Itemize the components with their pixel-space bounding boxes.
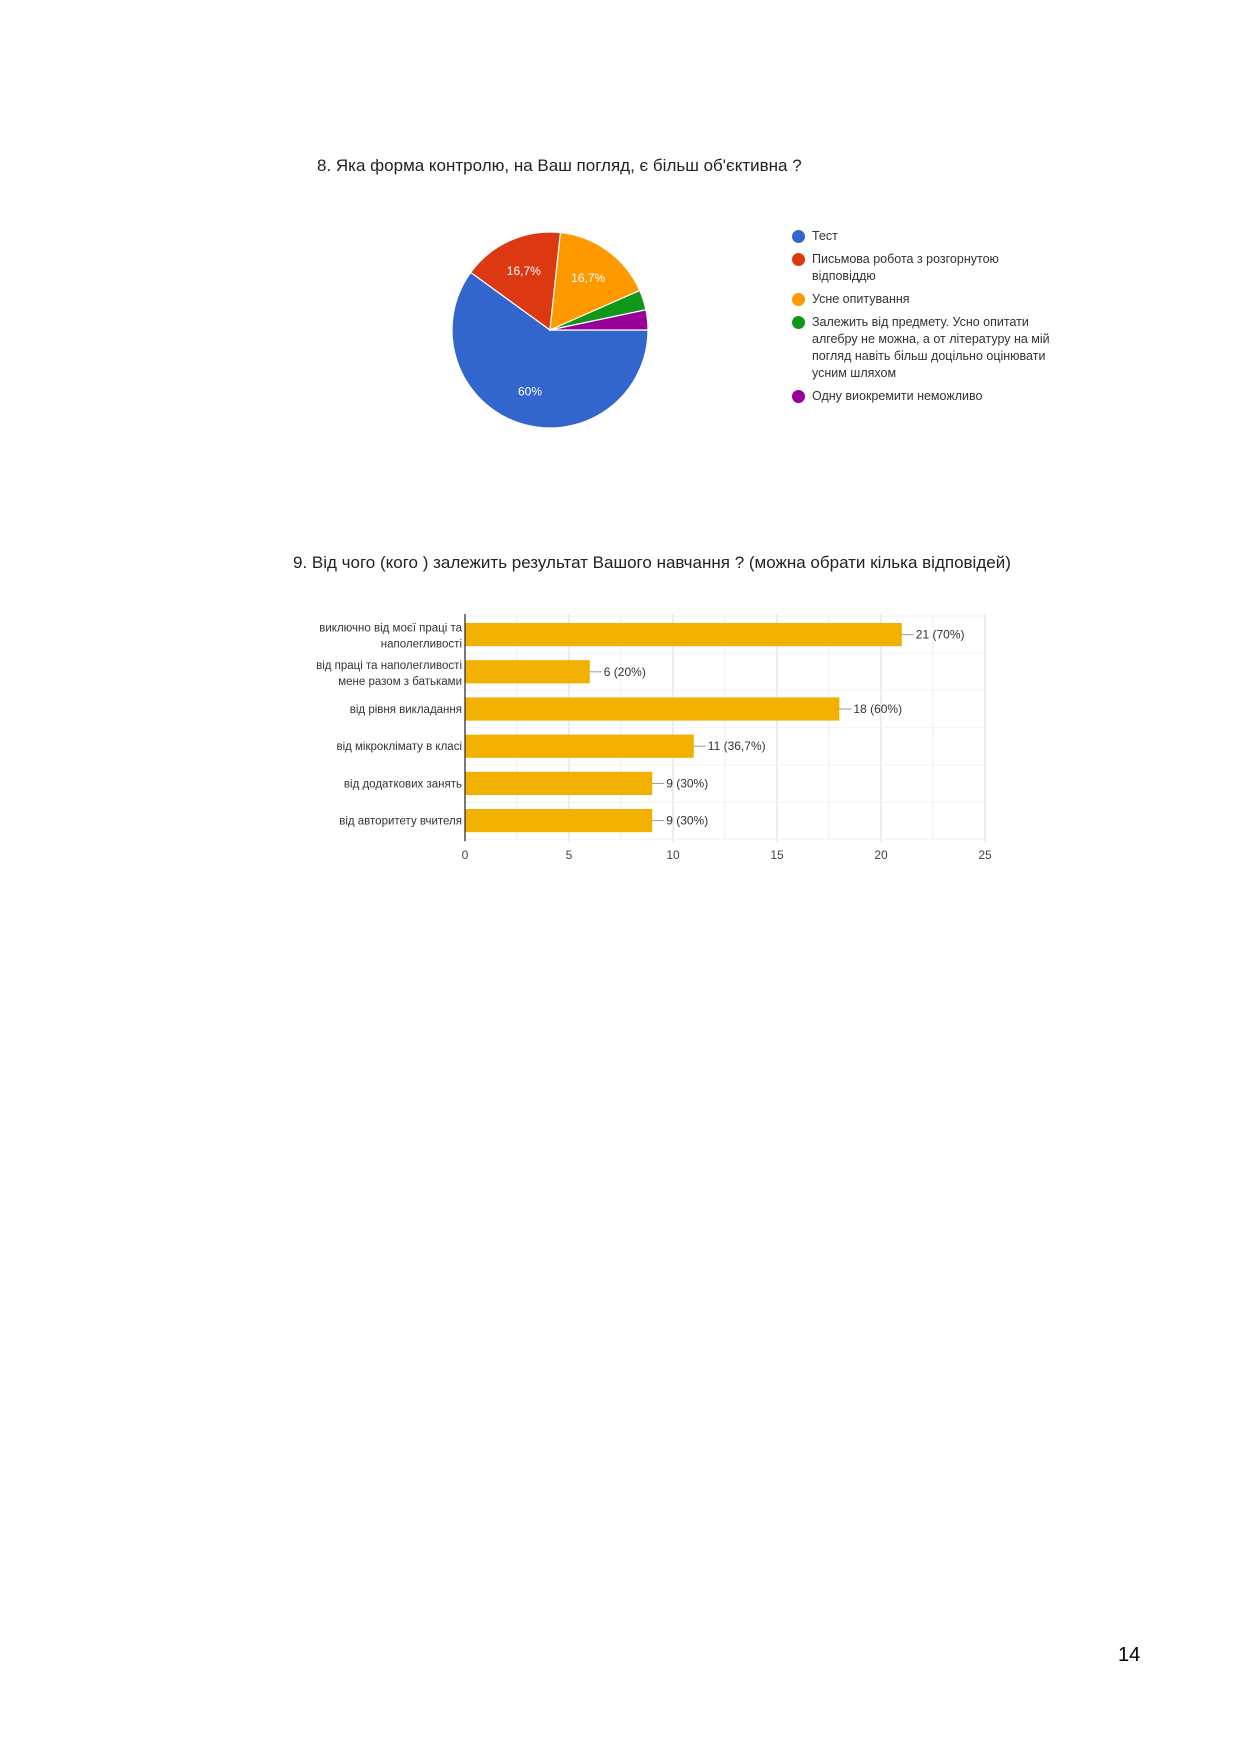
x-tick-label: 10	[666, 848, 680, 863]
legend-label: Тест	[812, 229, 838, 243]
bar	[465, 660, 590, 683]
category-label: від праці та наполегливості мене разом з батьками	[316, 659, 462, 688]
x-tick-label: 15	[770, 848, 784, 863]
legend-swatch	[792, 390, 805, 403]
x-tick-label: 20	[874, 848, 888, 863]
bar	[465, 623, 902, 646]
data-label: 18 (60%)	[853, 702, 903, 716]
pie-slice-label: 16,7%	[506, 263, 541, 278]
category-label: від додаткових занять	[343, 778, 462, 791]
legend-swatch	[792, 293, 805, 306]
x-tick-label: 0	[461, 848, 469, 863]
category-label: від авторитету вчителя	[339, 815, 462, 828]
legend-label: Письмова робота з розгорнутою відповіддю	[812, 252, 999, 283]
bar	[465, 809, 652, 832]
data-label: 9 (30%)	[666, 813, 709, 828]
x-tick-label: 25	[978, 848, 992, 863]
legend-item	[792, 314, 1052, 382]
category-label: виключно від моєї праці та наполегливості	[319, 622, 462, 651]
legend-swatch	[792, 316, 805, 329]
bar	[465, 735, 694, 758]
category-label: від мікроклімату в класі	[336, 741, 462, 754]
pie-legend	[792, 228, 1052, 411]
bar	[465, 697, 839, 720]
data-label: 11 (36,7%)	[707, 739, 766, 754]
bar	[465, 772, 652, 795]
legend-label: Залежить від предмету. Усно опитати алгебру не можна, а от літературу на мій погляд навіть більш доцільно оцінювати усним шляхом	[812, 315, 1050, 380]
pie-chart-title: 8. Яка форма контролю, на Ваш погляд, є більш об'єктивна ?	[317, 156, 802, 175]
data-label: 21 (70%)	[915, 627, 965, 642]
bar-chart	[280, 600, 1000, 870]
x-tick-label: 5	[565, 848, 573, 863]
legend-item	[792, 251, 1052, 285]
page-number: 14	[1118, 1644, 1141, 1666]
legend-swatch	[792, 253, 805, 266]
pie-chart	[440, 220, 660, 440]
legend-item	[792, 388, 1052, 405]
legend-item	[792, 228, 1052, 245]
legend-label: Усне опитування	[812, 292, 910, 306]
legend-item	[792, 291, 1052, 308]
category-label: від рівня викладання	[349, 704, 462, 716]
bar-chart-title: 9. Від чого (кого ) залежить результат Вашого навчання ? (можна обрати кілька відповідей)	[293, 553, 1011, 572]
legend-swatch	[792, 230, 805, 243]
pie-slice-label: 16,7%	[571, 270, 606, 285]
legend-label: Одну виокремити неможливо	[812, 389, 983, 403]
data-label: 9 (30%)	[666, 776, 709, 791]
data-label: 6 (20%)	[603, 664, 646, 679]
pie-slice-label: 60%	[517, 384, 543, 399]
